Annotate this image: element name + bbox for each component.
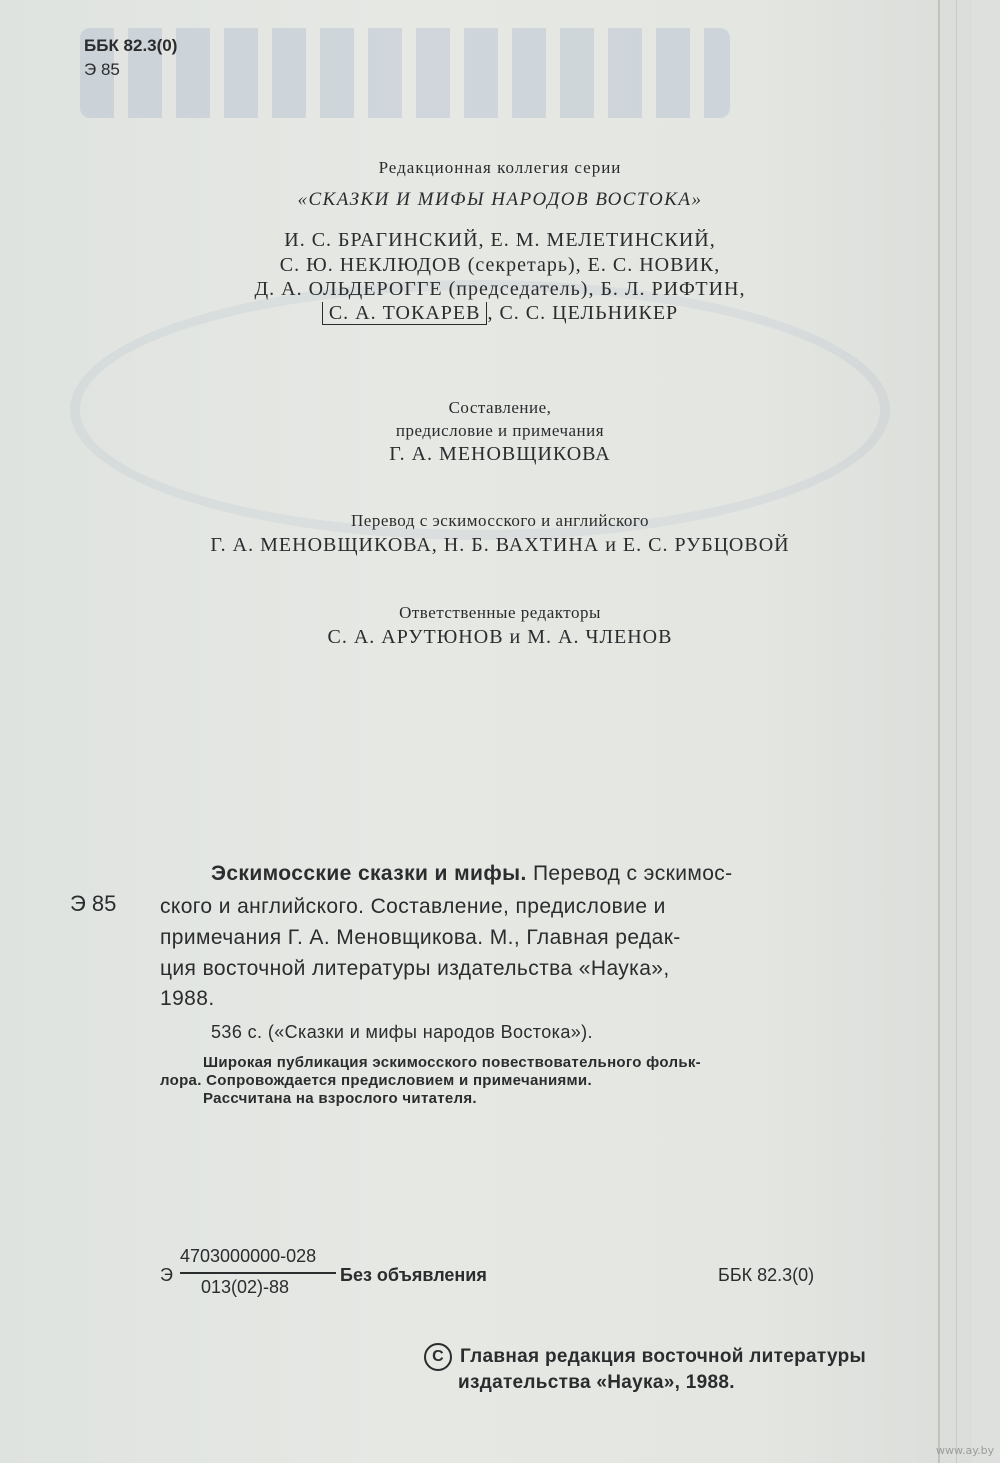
annotation-line-3: Рассчитана на взрослого читателя. bbox=[203, 1090, 477, 1107]
no-ads-label: Без объявления bbox=[340, 1265, 487, 1285]
page-edge-shadow bbox=[938, 0, 940, 1463]
board-line-1: И. С. БРАГИНСКИЙ, Е. М. МЕЛЕТИНСКИЙ, bbox=[284, 229, 716, 251]
editorial-board-heading: Редакционная коллегия серии bbox=[378, 158, 622, 177]
board-line-2: С. Ю. НЕКЛЮДОВ (секретарь), Е. С. НОВИК, bbox=[279, 254, 721, 276]
copyright-text-1: Главная редакция восточной литературы bbox=[460, 1346, 867, 1368]
catalog-line-3: примечания Г. А. Меновщикова. М., Главная редак- bbox=[160, 926, 681, 949]
compiler-name: Г. А. МЕНОВЩИКОВА bbox=[389, 443, 611, 465]
copyright-line-1 bbox=[424, 1343, 866, 1371]
catalog-line-1 bbox=[211, 862, 733, 886]
translation-label: Перевод с эскимосского и английского bbox=[351, 511, 649, 530]
compiler-label-1: Составление, bbox=[448, 398, 552, 417]
board-line-4-rest: , С. С. ЦЕЛЬНИКЕР bbox=[487, 302, 679, 324]
page-edge-line bbox=[956, 0, 957, 1463]
watermark: www.ay.by bbox=[936, 1444, 995, 1457]
editors-label: Ответственные редакторы bbox=[399, 603, 601, 622]
boxed-name: С. А. ТОКАРЕВ bbox=[322, 302, 488, 325]
fraction-line bbox=[180, 1272, 336, 1274]
catalog-line-2: ского и английского. Составление, предисловие и bbox=[160, 895, 666, 918]
annotation-line-2: лора. Сопровождается предисловием и примечаниями. bbox=[160, 1072, 592, 1089]
series-title: «СКАЗКИ И МИФЫ НАРОДОВ ВОСТОКА» bbox=[297, 189, 703, 210]
catalog-line-1-rest: Перевод с эскимос- bbox=[526, 862, 733, 885]
catalog-pages: 536 с. («Сказки и мифы народов Востока»). bbox=[211, 1022, 593, 1042]
catalog-line-5: 1988. bbox=[160, 987, 215, 1010]
copyright-icon: C bbox=[424, 1343, 452, 1371]
next-page-edge bbox=[972, 0, 1000, 1463]
annotation-line-1: Широкая публикация эскимосского повествовательного фольк- bbox=[203, 1054, 701, 1071]
catalog-line-4: ция восточной литературы издательства «Наука», bbox=[160, 957, 670, 980]
board-line-3: Д. А. ОЛЬДЕРОГГЕ (председатель), Б. Л. РИФТИН, bbox=[254, 278, 746, 300]
board-line-4 bbox=[0, 302, 1000, 325]
index-code-top: Э 85 bbox=[84, 60, 120, 79]
editors-names: С. А. АРУТЮНОВ и М. А. ЧЛЕНОВ bbox=[327, 626, 673, 648]
catalog-index-code: Э 85 bbox=[70, 891, 117, 916]
imprint-numerator: 4703000000-028 bbox=[180, 1246, 317, 1266]
bbk-code-top: ББК 82.3(0) bbox=[84, 36, 178, 55]
compiler-label-2: предисловие и примечания bbox=[395, 421, 605, 440]
imprint-denominator: 013(02)-88 bbox=[201, 1277, 290, 1297]
catalog-title: Эскимосские сказки и мифы. bbox=[211, 862, 527, 885]
bleed-through-title bbox=[80, 28, 730, 118]
bbk-code-bottom: ББК 82.3(0) bbox=[718, 1265, 815, 1285]
imprint-prefix: Э bbox=[160, 1265, 173, 1285]
translation-names: Г. А. МЕНОВЩИКОВА, Н. Б. ВАХТИНА и Е. С. РУБЦОВОЙ bbox=[210, 534, 790, 556]
copyright-line-2: издательства «Наука», 1988. bbox=[458, 1372, 735, 1393]
